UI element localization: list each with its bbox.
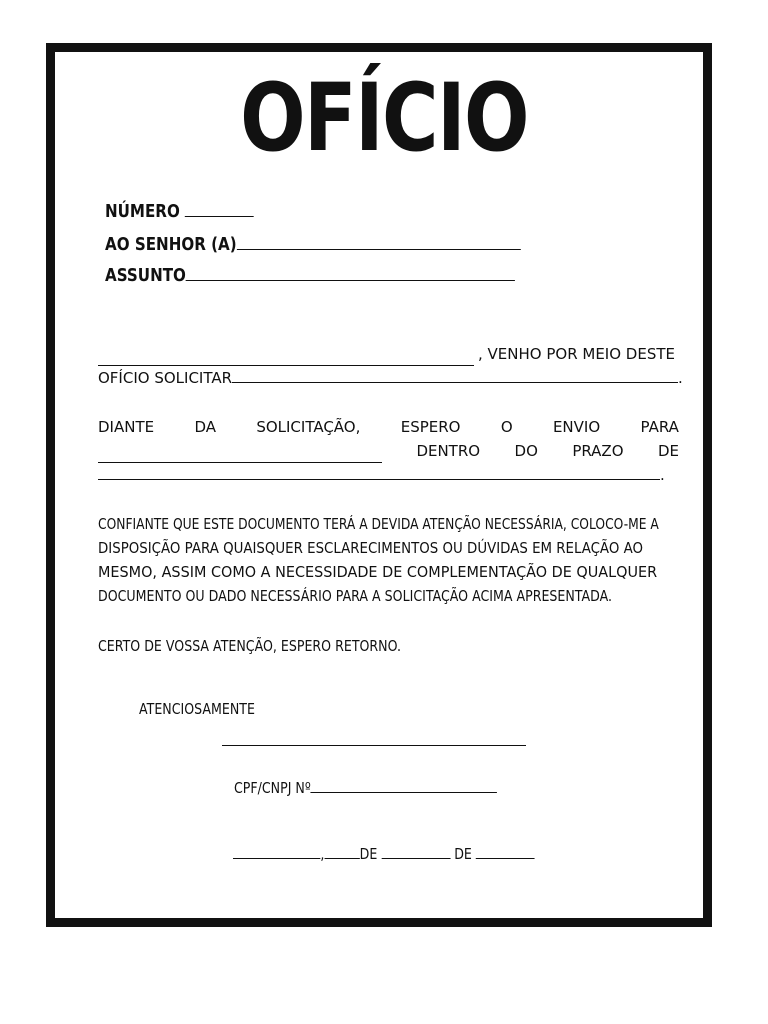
cpf-label: CPF/CNPJ Nº xyxy=(234,779,311,797)
document-title: OFÍCIO xyxy=(240,64,528,173)
deadline-blank[interactable] xyxy=(98,465,660,480)
field-numero xyxy=(105,201,282,223)
date-year-blank[interactable] xyxy=(476,844,535,859)
word: DE xyxy=(657,442,679,460)
field-assunto-blank[interactable] xyxy=(186,265,515,281)
word: O xyxy=(500,418,513,436)
paragraph-deadline-end: . xyxy=(660,466,665,484)
word: DA xyxy=(194,418,216,436)
field-assunto xyxy=(105,265,593,287)
field-numero-label: NÚMERO xyxy=(105,201,180,222)
word: PRAZO xyxy=(572,442,624,460)
requester-blank[interactable] xyxy=(98,351,474,366)
paragraph-request-end: . xyxy=(678,369,683,387)
paragraph-line: DISPOSIÇÃO PARA QUAISQUER ESCLARECIMENTOS OU DÚVIDAS EM RELAÇÃO AO xyxy=(98,539,643,557)
paragraph-request-text: , VENHO POR MEIO DESTE xyxy=(478,345,675,363)
field-ao-senhor-blank[interactable] xyxy=(237,234,521,250)
word: ENVIO xyxy=(552,418,601,436)
date-month-blank[interactable] xyxy=(381,844,450,859)
paragraph-request-line2: OFÍCIO SOLICITAR xyxy=(98,369,233,387)
date-comma: , xyxy=(320,845,325,863)
paragraph-line: MESMO, ASSIM COMO A NECESSIDADE DE COMPLEMENTAÇÃO DE QUALQUER xyxy=(98,563,658,581)
cpf-blank[interactable] xyxy=(311,778,497,793)
word: ESPERO xyxy=(400,418,461,436)
field-numero-blank[interactable] xyxy=(185,201,254,217)
field-ao-senhor-label: AO SENHOR (A) xyxy=(105,234,237,255)
regards-text: ATENCIOSAMENTE xyxy=(139,700,255,718)
field-assunto-label: ASSUNTO xyxy=(105,265,186,286)
signature-line[interactable] xyxy=(222,745,526,746)
word: SOLICITAÇÃO, xyxy=(256,418,361,436)
word: DENTRO xyxy=(416,442,481,460)
cpf-field xyxy=(234,776,547,800)
word: DO xyxy=(514,442,538,460)
closing-text: CERTO DE VOSSA ATENÇÃO, ESPERO RETORNO. xyxy=(98,637,402,655)
date-city-blank[interactable] xyxy=(233,844,320,859)
request-blank[interactable] xyxy=(232,368,678,383)
paragraph-deadline xyxy=(98,415,679,487)
word: DIANTE xyxy=(98,418,155,436)
paragraph-line: CONFIANTE QUE ESTE DOCUMENTO TERÁ A DEVIDA ATENÇÃO NECESSÁRIA, COLOCO-ME A xyxy=(98,515,659,533)
date-field xyxy=(233,842,592,866)
field-ao-senhor xyxy=(105,234,600,256)
date-de-2: DE xyxy=(454,845,472,863)
paragraph-request xyxy=(98,342,683,390)
date-day-blank[interactable] xyxy=(324,844,359,859)
word: PARA xyxy=(640,418,679,436)
recipient-blank[interactable] xyxy=(98,448,382,463)
paragraph-line: DOCUMENTO OU DADO NECESSÁRIO PARA A SOLICITAÇÃO ACIMA APRESENTADA. xyxy=(98,587,613,605)
date-de-1: DE xyxy=(359,845,378,863)
paragraph-availability xyxy=(98,512,679,608)
